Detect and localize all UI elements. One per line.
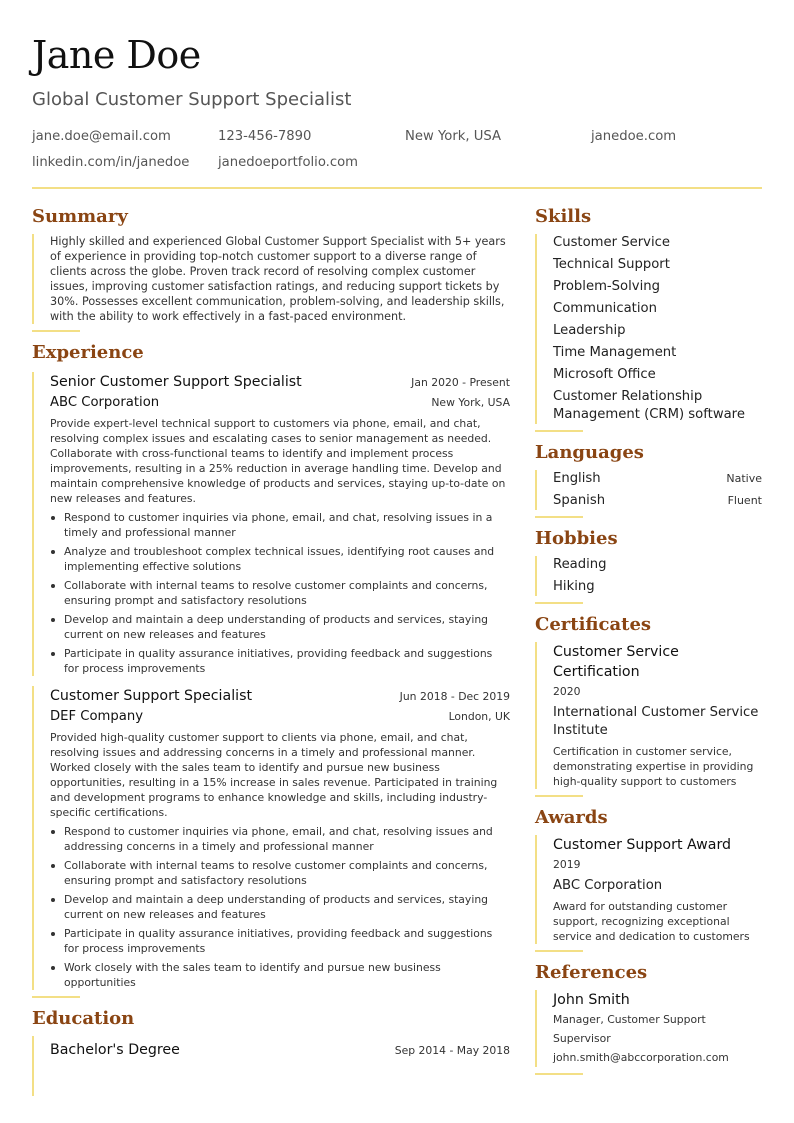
certificates-section bbox=[535, 642, 762, 789]
contact-portfolio[interactable]: janedoeportfolio.com bbox=[218, 155, 359, 170]
bullet-item: Develop and maintain a deep understanding of products and services, staying current on new releases and features bbox=[50, 612, 510, 642]
skill-item: Microsoft Office bbox=[553, 367, 656, 382]
section-divider bbox=[535, 430, 583, 432]
section-divider bbox=[32, 330, 80, 332]
hobby-item: Hiking bbox=[553, 579, 595, 594]
contact-email[interactable]: jane.doe@email.com bbox=[32, 129, 171, 144]
main-column bbox=[32, 204, 510, 1096]
award-year: 2019 bbox=[553, 858, 581, 871]
experience-section-2 bbox=[32, 686, 510, 990]
section-divider bbox=[535, 516, 583, 518]
job-entry bbox=[50, 686, 510, 990]
reference-email[interactable]: john.smith@abccorporation.com bbox=[553, 1051, 729, 1064]
summary-heading: Summary bbox=[32, 206, 128, 227]
contact-phone[interactable]: 123-456-7890 bbox=[218, 129, 312, 144]
section-divider bbox=[535, 1073, 583, 1075]
skill-item: Communication bbox=[553, 301, 657, 316]
bullet-item: Work closely with the sales team to identify and pursue new business opportunities bbox=[50, 960, 510, 990]
language-name: English bbox=[553, 471, 601, 486]
job-company: ABC Corporation bbox=[50, 395, 160, 410]
bullet-item: Develop and maintain a deep understanding of products and services, staying current on new releases and features bbox=[50, 892, 510, 922]
certificate-issuer: International Customer Service Institute bbox=[553, 705, 759, 738]
skills-section bbox=[535, 234, 762, 424]
bullet-item: Participate in quality assurance initiatives, providing feedback and suggestions for process improvements bbox=[50, 926, 510, 956]
job-title: Customer Support Specialist bbox=[50, 688, 253, 704]
skill-item: Technical Support bbox=[553, 257, 670, 272]
skill-item: Time Management bbox=[553, 345, 677, 360]
award-description: Award for outstanding customer support, recognizing exceptional service and dedication to customers bbox=[553, 900, 750, 943]
job-location: New York, USA bbox=[431, 396, 510, 409]
hobbies-heading: Hobbies bbox=[535, 528, 618, 549]
resume-name: Jane Doe bbox=[32, 33, 201, 77]
skill-item: Leadership bbox=[553, 323, 626, 338]
languages-section bbox=[535, 470, 762, 510]
job-dates: Jun 2018 - Dec 2019 bbox=[399, 690, 510, 703]
experience-section bbox=[32, 372, 510, 676]
language-level: Native bbox=[726, 472, 762, 485]
language-row bbox=[553, 470, 762, 488]
skill-item: Customer Relationship Management (CRM) software bbox=[553, 389, 745, 422]
reference-role: Supervisor bbox=[553, 1032, 611, 1045]
job-location: London, UK bbox=[448, 710, 510, 723]
job-bullets bbox=[50, 824, 510, 990]
bullet-item: Collaborate with internal teams to resolve customer complaints and concerns, ensuring prompt and satisfactory resolutions bbox=[50, 858, 510, 888]
job-title: Senior Customer Support Specialist bbox=[50, 374, 302, 390]
hobby-item: Reading bbox=[553, 557, 607, 572]
hobbies-section bbox=[535, 556, 762, 596]
section-divider bbox=[535, 950, 583, 952]
award-issuer: ABC Corporation bbox=[553, 878, 663, 893]
reference-name: John Smith bbox=[553, 992, 630, 1008]
experience-heading: Experience bbox=[32, 342, 144, 363]
job-description: Provided high-quality customer support to clients via phone, email, and chat, resolving issues and addressing concerns in a timely and professional manner. Worked closely with the sales team to identify and pursue new business opportunities, resulting in a 15% increase in sales revenue. Participated in training and development programs to enhance knowledge and skills, including industry-specific certifications. bbox=[50, 731, 498, 819]
summary-section bbox=[32, 234, 510, 324]
skill-item: Problem-Solving bbox=[553, 279, 660, 294]
language-name: Spanish bbox=[553, 493, 606, 508]
skills-heading: Skills bbox=[535, 206, 592, 227]
certificate-description: Certification in customer service, demonstrating expertise in providing high-quality support to customers bbox=[553, 745, 754, 788]
job-company: DEF Company bbox=[50, 709, 144, 724]
job-entry bbox=[50, 372, 510, 676]
education-degree: Bachelor's Degree bbox=[50, 1042, 180, 1058]
education-heading: Education bbox=[32, 1008, 135, 1029]
section-divider bbox=[32, 996, 80, 998]
contact-location: New York, USA bbox=[405, 129, 502, 144]
skill-item: Customer Service bbox=[553, 235, 670, 250]
references-section bbox=[535, 990, 762, 1067]
certificate-year: 2020 bbox=[553, 685, 581, 698]
awards-section bbox=[535, 835, 762, 944]
bullet-item: Analyze and troubleshoot complex technical issues, identifying root causes and implementing effective solutions bbox=[50, 544, 510, 574]
certificate-title: Customer Service Certification bbox=[553, 644, 679, 680]
language-level: Fluent bbox=[727, 494, 762, 507]
contact-website[interactable]: janedoe.com bbox=[591, 129, 677, 144]
header-divider bbox=[32, 187, 762, 189]
language-row bbox=[553, 492, 762, 510]
reference-position: Manager, Customer Support bbox=[553, 1013, 706, 1026]
sidebar-column bbox=[535, 204, 762, 1083]
certificates-heading: Certificates bbox=[535, 614, 652, 635]
languages-heading: Languages bbox=[535, 442, 644, 463]
resume-title: Global Customer Support Specialist bbox=[32, 89, 352, 110]
contact-linkedin[interactable]: linkedin.com/in/janedoe bbox=[32, 155, 190, 170]
education-section bbox=[32, 1036, 510, 1096]
award-title: Customer Support Award bbox=[553, 837, 732, 853]
job-dates: Jan 2020 - Present bbox=[411, 376, 510, 389]
bullet-item: Collaborate with internal teams to resolve customer complaints and concerns, ensuring prompt and satisfactory resolutions bbox=[50, 578, 510, 608]
summary-text: Highly skilled and experienced Global Customer Support Specialist with 5+ years of experience in providing top-notch customer support to a diverse range of clients across the globe. Proven track record of resolving complex customer issues, improving customer satisfaction ratings, and reducing support tickets by 30%. Possesses excellent communication, problem-solving, and leadership skills, with the ability to work effectively in a fast-paced environment. bbox=[50, 235, 506, 323]
job-description: Provide expert-level technical support to customers via phone, email, and chat, resolving complex issues and escalating cases to senior management as needed. Collaborate with cross-functional teams to identify and implement process improvements, resulting in a 25% reduction in average handling time. Develop and maintain comprehensive knowledge of products and services, staying up-to-date on new releases and features. bbox=[50, 417, 506, 505]
awards-heading: Awards bbox=[535, 807, 608, 828]
bullet-item: Respond to customer inquiries via phone, email, and chat, resolving issues in a timely and professional manner bbox=[50, 510, 510, 540]
references-heading: References bbox=[535, 962, 648, 983]
section-divider bbox=[535, 795, 583, 797]
bullet-item: Respond to customer inquiries via phone, email, and chat, resolving issues and addressing concerns in a timely and professional manner bbox=[50, 824, 510, 854]
education-dates: Sep 2014 - May 2018 bbox=[394, 1044, 510, 1057]
job-bullets bbox=[50, 510, 510, 676]
section-divider bbox=[535, 602, 583, 604]
bullet-item: Participate in quality assurance initiatives, providing feedback and suggestions for process improvements bbox=[50, 646, 510, 676]
